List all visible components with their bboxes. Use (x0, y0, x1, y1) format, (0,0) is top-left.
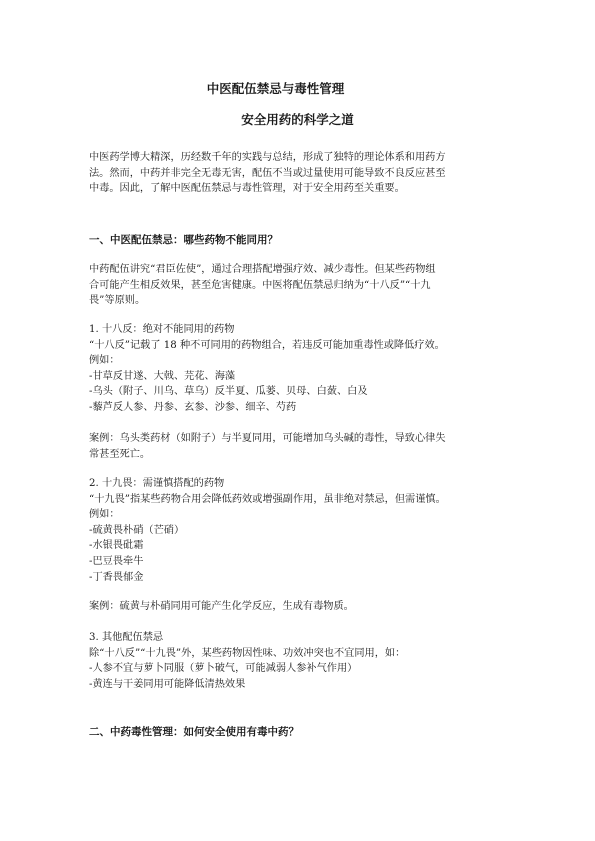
sub3-title: 3. 其他配伍禁忌 (89, 632, 164, 643)
sub1-block (89, 322, 519, 416)
section1-intro-line: 合可能产生相反效果，甚至危害健康。中医将配伍禁忌归纳为“十八反”“十九 (89, 279, 431, 291)
sub1-desc: “十八反”记载了 18 种不可同用的药物组合，若违反可能加重毒性或降低疗效。 (89, 339, 445, 351)
sub1-item: -甘草反甘遂、大戟、芫花、海藻 (89, 370, 236, 382)
sub1-case (89, 431, 519, 462)
sub2-item: -丁香畏郁金 (89, 571, 144, 583)
section1-heading: 一、中医配伍禁忌：哪些药物不能同用？ (89, 234, 278, 246)
section1-intro-line: 中药配伍讲究“君臣佐使”，通过合理搭配增强疗效、减少毒性。但某些药物组 (89, 264, 436, 275)
intro-line: 法。然而，中药并非完全无毒无害，配伍不当或过量使用可能导致不良反应甚至 (89, 167, 446, 179)
sub1-example-label: 例如： (89, 355, 120, 367)
sub1-title: 1. 十八反：绝对不能同用的药物 (89, 324, 235, 335)
section1-intro-line: 畏”等原则。 (89, 295, 146, 307)
sub2-item: -水银畏砒霜 (89, 540, 144, 552)
sub2-title: 2. 十九畏：需谨慎搭配的药物 (89, 478, 225, 489)
document-subtitle: 安全用药的科学之道 (241, 112, 354, 127)
sub2-item: -巴豆畏牵牛 (89, 555, 144, 567)
sub2-case-line: 案例：硫黄与朴硝同用可能产生化学反应，生成有毒物质。 (89, 601, 354, 612)
sub1-case-line: 常甚至死亡。 (89, 448, 151, 460)
intro-line: 中毒。因此，了解中医配伍禁忌与毒性管理，对于安全用药至关重要。 (89, 183, 405, 195)
sub3-desc: 除“十八反”“十九畏”外，某些药物因性味、功效冲突也不宜同用，如： (89, 647, 406, 659)
sub1-item: -藜芦反人参、丹参、玄参、沙参、细辛、芍药 (89, 401, 297, 413)
sub3-item: -黄连与干姜同用可能降低清热效果 (89, 678, 246, 690)
sub2-case (89, 599, 519, 615)
sub1-item: -乌头（附子、川乌、草乌）反半夏、瓜蒌、贝母、白蔹、白及 (89, 386, 368, 398)
sub1-case-line: 案例：乌头类药材（如附子）与半夏同用，可能增加乌头碱的毒性，导致心律失 (89, 433, 446, 444)
sub2-item: -硫黄畏朴硝（芒硝） (89, 524, 185, 536)
section2-heading: 二、中药毒性管理：如何安全使用有毒中药？ (89, 726, 299, 738)
sub3-item: -人参不宜与萝卜同服（萝卜破气，可能减弱人参补气作用） (89, 663, 358, 675)
sub2-desc: “十九畏”指某些药物合用会降低药效或增强副作用，虽非绝对禁忌，但需谨慎。 (89, 493, 446, 505)
intro-paragraph (89, 150, 519, 197)
sub2-example-label: 例如： (89, 509, 120, 521)
document-title: 中医配伍禁忌与毒性管理 (206, 81, 345, 96)
sub3-block (89, 630, 519, 692)
section1-intro (89, 262, 519, 309)
sub2-block (89, 476, 519, 585)
intro-line: 中医药学博大精深，历经数千年的实践与总结，形成了独特的理论体系和用药方 (89, 152, 446, 163)
